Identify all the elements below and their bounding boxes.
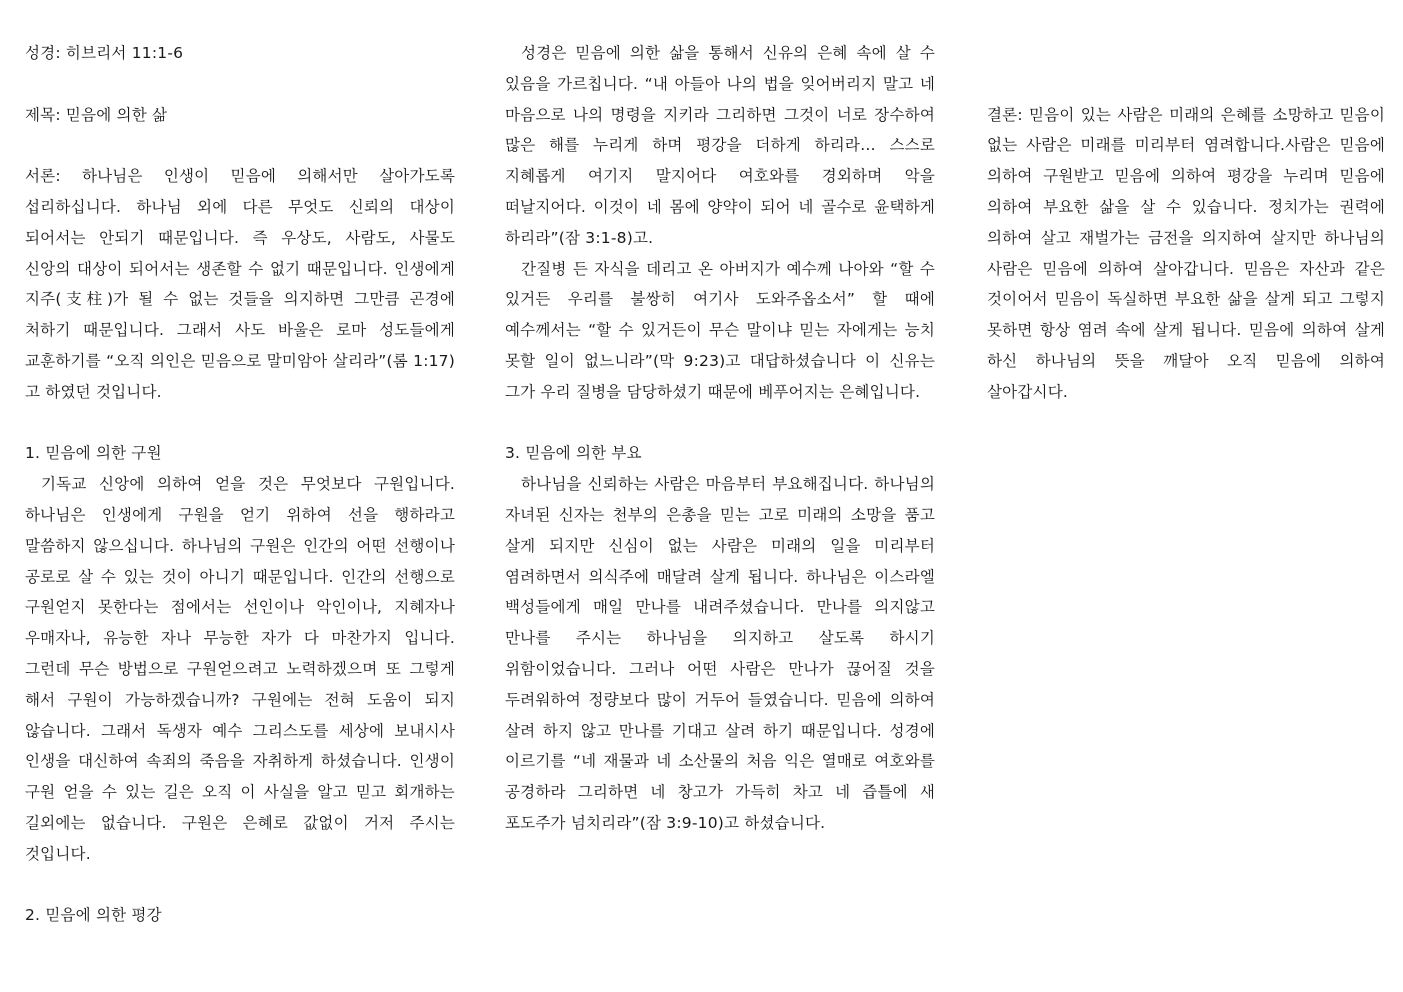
sermon-title: 제목: 믿음에 의한 삶 xyxy=(25,105,168,124)
column-left xyxy=(25,38,455,931)
introduction-paragraph: 서론: 하나님은 인생이 믿음에 의해서만 살아가도록 섭리하십니다. 하나님 외에 다른 무엇도 신뢰의 대상이 되어서는 안되기 때문입니다. 즉 우상도, 사람도, 사물도 신앙의 대상이 되어서는 생존할 수 없기 때문입니다. 인생에게 지주(支柱)가 될 수 없는 것들을 의지하면 그만큼 곤경에 처하기 때문입니다. 그래서 사도 바울은 로마 성도들에게 교훈하기를 “오직 의인은 믿음으로 말미암아 살리라”(롬 1:17)고 하였던 것입니다. xyxy=(25,167,455,401)
scripture-reference: 성경: 히브리서 11:1-6 xyxy=(25,44,184,62)
spacer xyxy=(25,130,455,161)
section-1-body: 기독교 신앙에 의하여 얻을 것은 무엇보다 구원입니다. 하나님은 인생에게 구원을 얻기 위하여 선을 행하라고 말씀하지 않으십니다. 하나님의 구원은 인간의 어떤 선행이나 공로로 살 수 있는 것이 아니기 때문입니다. 인간의 선행으로 구원얻지 못한다는 점에서는 선인이나 악인이나, 지혜자나 우매자나, 유능한 자나 무능한 자가 다 마찬가지 입니다. 그런데 무슨 방법으로 구원얻으려고 노력하겠으며 또 그렇게 해서 구원이 가능하겠습니까? 구원에는 전혀 도움이 되지 않습니다. 그래서 독생자 예수 그리스도를 세상에 보내시사 인생을 대신하여 속죄의 죽음을 자취하게 하셨습니다. 인생이 구원 얻을 수 있는 길은 오직 이 사실을 알고 믿고 회개하는 길외에는 없습니다. 구원은 은혜로 값없이 거저 주시는 것입니다. xyxy=(25,475,455,863)
spacer xyxy=(25,408,455,439)
section-1-heading: 1. 믿음에 의한 구원 xyxy=(25,444,162,463)
section-3-heading: 3. 믿음에 의한 부요 xyxy=(505,444,642,463)
spacer xyxy=(505,408,935,439)
conclusion-paragraph: 결론: 믿음이 있는 사람은 미래의 은혜를 소망하고 믿음이 없는 사람은 미래를 미리부터 염려합니다.사람은 믿음에 의하여 구원받고 믿음에 의하여 평강을 누리며 믿음에 의하여 부요한 삶을 살 수 있습니다. 정치가는 권력에 의하여 살고 재벌가는 금전을 의지하여 살지만 하나님의 사람은 믿음에 의하여 살아갑니다. 믿음은 자산과 같은 것이어서 믿음이 독실하면 부요한 삶을 살게 되고 그렇지 못하면 항상 염려 속에 살게 됩니다. 믿음에 의하여 살게 하신 하나님의 뜻을 깨달아 오직 믿음에 의하여 살아갑시다. xyxy=(987,105,1385,401)
spacer xyxy=(25,69,455,100)
continued-text-spacer xyxy=(987,38,1385,69)
section-2-body-1: 성경은 믿음에 의한 삶을 통해서 신유의 은혜 속에 살 수 있음을 가르칩니다. “내 아들아 나의 법을 잊어버리지 말고 네 마음으로 나의 명령을 지키라 그리하면 그것이 너로 장수하여 많은 해를 누리게 하며 평강을 더하게 하리라… 스스로 지혜롭게 여기지 말지어다 여호와를 경외하며 악을 떠날지어다. 이것이 네 몸에 양약이 되어 네 골수로 윤택하게 하리라”(잠 3:1-8)고. xyxy=(505,44,935,247)
section-2-body-2: 간질병 든 자식을 데리고 온 아버지가 예수께 나아와 “할 수 있거든 우리를 불쌍히 여기사 도와주옵소서” 할 때에 예수께서는 “할 수 있거든이 무슨 말이냐 믿는 자에게는 능치 못할 일이 없느니라”(막 9:23)고 대답하셨습니다 이 신유는 그가 우리 질병을 담당하셨기 때문에 베푸어지는 은혜입니다. xyxy=(505,259,935,401)
spacer xyxy=(987,69,1385,100)
spacer xyxy=(25,870,455,901)
column-right xyxy=(987,38,1385,408)
column-middle xyxy=(505,38,935,839)
section-3-body: 하나님을 신뢰하는 사람은 마음부터 부요해집니다. 하나님의 자녀된 신자는 천부의 은총을 믿는 고로 미래의 소망을 품고 살게 되지만 신심이 없는 사람은 미래의 일을 미리부터 염려하면서 의식주에 매달려 살게 됩니다. 하나님은 이스라엘 백성들에게 매일 만나를 내려주셨습니다. 만나를 의지않고 만나를 주시는 하나님을 의지하고 살도록 하시기 위함이었습니다. 그러나 어떤 사람은 만나가 끊어질 것을 두려워하여 정량보다 많이 거두어 들였습니다. 믿음에 의하여 살려 하지 않고 만나를 기대고 살려 하기 때문입니다. 성경에 이르기를 “네 재물과 네 소산물의 처음 익은 열매로 여호와를 공경하라 그리하면 네 창고가 가득히 차고 네 즙틀에 새 포도주가 넘치리라”(잠 3:9-10)고 하셨습니다. xyxy=(505,475,935,832)
section-2-heading: 2. 믿음에 의한 평강 xyxy=(25,906,162,925)
